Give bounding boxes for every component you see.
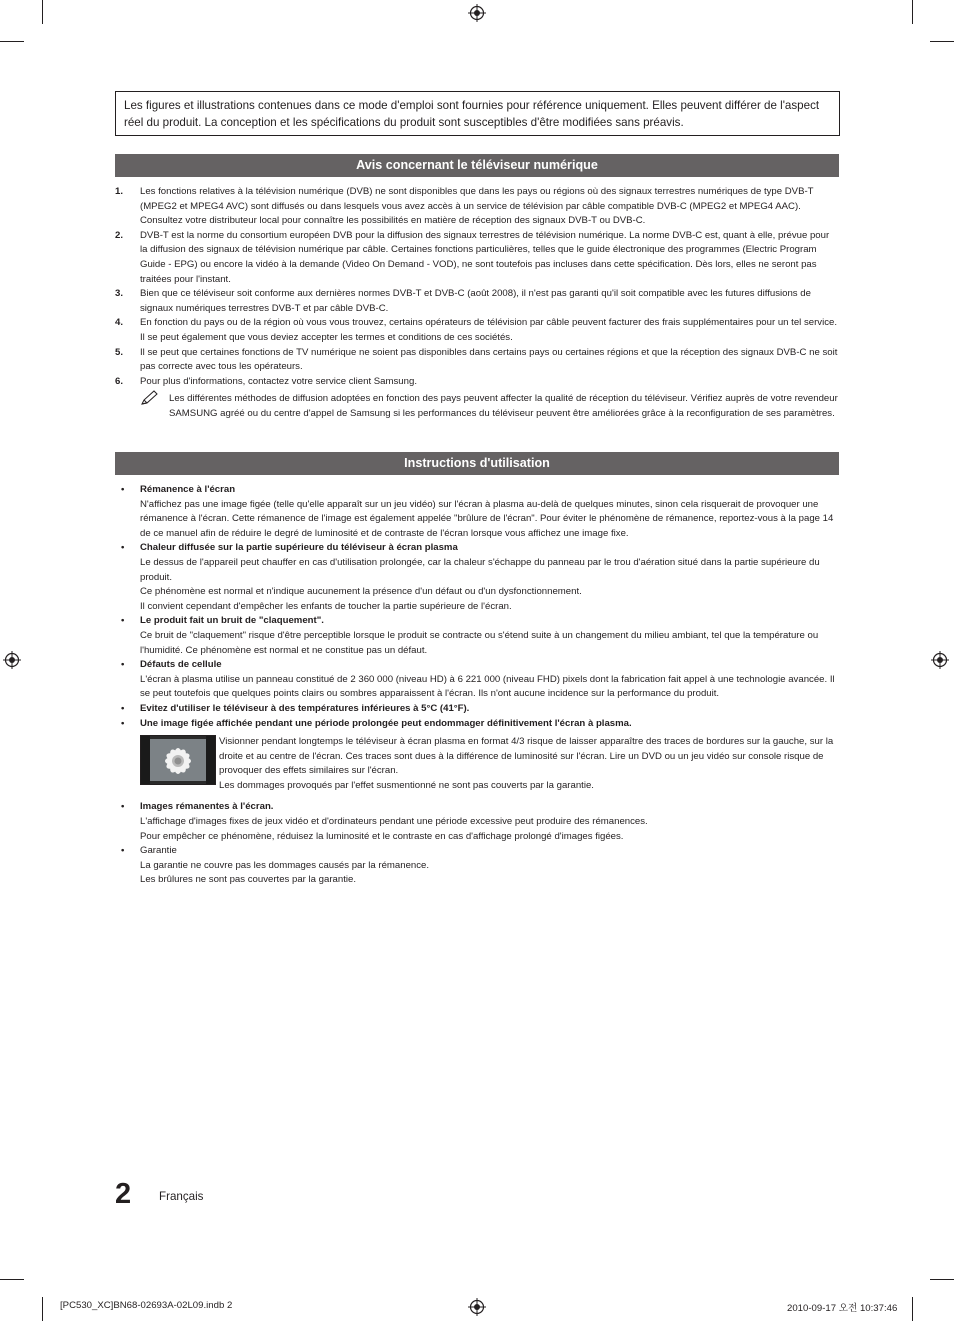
list-item xyxy=(115,658,839,702)
print-slug-file: [PC530_XC]BN68-02693A-02L09.indb 2 xyxy=(60,1300,233,1311)
item-text: La garantie ne couvre pas les dommages causés par la rémanence. xyxy=(140,859,430,871)
item-text: Pour empêcher ce phénomène, réduisez la luminosité et le contraste en cas d'affichage prolongé d'images figées. xyxy=(140,830,624,842)
list-item xyxy=(115,346,839,375)
item-text: Il convient cependant d'empêcher les enfants de toucher la partie supérieure de l'écran. xyxy=(140,600,512,612)
list-item xyxy=(115,316,839,345)
crop-mark xyxy=(0,1279,24,1280)
usage-instructions-list xyxy=(115,483,839,888)
item-text: L'écran à plasma utilise un panneau constitué de 2 360 000 (niveau HD) à 6 221 000 (niveau FHD) pixels dont la fabrication fait appel à une technologie avancée. Il se peut toutefois que quelques points clairs ou sombres apparaissent à l'écran. Ils n'ont aucune incidence sur la performance du produit. xyxy=(140,673,835,700)
item-text: L'affichage d'images fixes de jeux vidéo et d'ordinateurs pendant une période excessive peut produire des rémanences. xyxy=(140,816,648,828)
section-heading-digital-tv: Avis concernant le téléviseur numérique xyxy=(115,154,839,177)
page-language: Français xyxy=(159,1190,204,1203)
bullet: • xyxy=(121,801,125,813)
note-text: Les différentes méthodes de diffusion adoptées en fonction des pays peuvent affecter la qualité de réception du téléviseur. Vérifiez auprès de votre revendeur SAMSUNG agréé ou du centre d'appel de Samsung si les performances du téléviseur peuvent être améliorées grâce à la reconfiguration de ses paramètres. xyxy=(169,393,838,419)
item-number: 2. xyxy=(115,229,124,241)
list-item xyxy=(115,229,839,287)
item-title: Une image figée affichée pendant une période prolongée peut endommager définitivement l'écran à plasma. xyxy=(140,717,632,729)
crop-mark xyxy=(930,1279,954,1280)
item-title: Le produit fait un bruit de "claquement". xyxy=(140,615,324,627)
crop-mark xyxy=(42,0,43,24)
item-number: 6. xyxy=(115,375,124,387)
item-number: 3. xyxy=(115,288,124,300)
crop-mark xyxy=(912,0,913,24)
print-slug-timestamp: 2010-09-17 오전 10:37:46 xyxy=(787,1303,898,1314)
bullet: • xyxy=(121,484,125,495)
item-title: Images rémanentes à l'écran. xyxy=(140,801,274,813)
list-item xyxy=(115,541,839,614)
crop-mark xyxy=(912,1297,913,1321)
item-number: 1. xyxy=(115,186,124,197)
item-title: Chaleur diffusée sur la partie supérieure du téléviseur à écran plasma xyxy=(140,542,458,554)
item-text: Bien que ce téléviseur soit conforme aux dernières normes DVB-T et DVB-C (août 2008), il n'est pas garanti qu'il soit compatible avec les futures diffusions de signaux numériques terrestres DVB-T et par câble DVB-C. xyxy=(140,288,811,314)
item-text: Il se peut que certaines fonctions de TV numérique ne soient pas disponibles dans certains pays ou certaines régions et que la réception des signaux DVB-C ne soit pas correcte avec tous les opérateurs. xyxy=(140,346,838,373)
page-number: 2 xyxy=(115,1178,132,1210)
item-title: Evitez d'utiliser le téléviseur à des températures inférieures à 5°C (41°F). xyxy=(140,702,470,714)
registration-mark-icon xyxy=(468,4,486,22)
item-text: Les brûlures ne sont pas couvertes par la garantie. xyxy=(140,874,356,886)
flower-image-icon xyxy=(141,736,215,784)
item-text: Le dessus de l'appareil peut chauffer en cas d'utilisation prolongée, car la chaleur s'échappe du panneau par le trou d'aération situé dans la partie supérieure du produit. xyxy=(140,556,820,583)
registration-mark-icon xyxy=(3,651,21,669)
list-item xyxy=(115,614,839,658)
item-text: En fonction du pays ou de la région où vous vous trouvez, certains opérateurs de télévision par câble peuvent facturer des frais supplémentaires pour un tel service. Il se peut également que vous deviez accepter les termes et conditions de ces sociétés. xyxy=(140,317,838,343)
screen-burn-illustration-block xyxy=(115,735,839,793)
bullet: • xyxy=(121,717,125,729)
item-text: Les fonctions relatives à la télévision numérique (DVB) ne sont disponibles que dans les pays ou régions où des signaux terrestres numériques de type DVB-T (MPEG2 et MPEG4 AVC) sont diffusés ou dans lesquels vous avez accès à un service de télévision par câble compatible DVB-C (MPEG2 et MPEG4 AAC). Consultez votre distributeur local pour connaître les possibilités en matière de réception des signaux DVB-T ou DVB-C. xyxy=(140,186,814,227)
crop-mark xyxy=(42,1297,43,1321)
list-item xyxy=(115,287,839,316)
list-item xyxy=(115,483,839,541)
list-item xyxy=(115,702,839,717)
item-title: Défauts de cellule xyxy=(140,659,222,671)
list-item xyxy=(115,800,839,844)
item-number: 4. xyxy=(115,317,124,329)
item-title: Rémanence à l'écran xyxy=(140,484,236,495)
item-title: Garantie xyxy=(140,845,177,857)
list-item xyxy=(115,375,839,390)
bullet: • xyxy=(121,659,125,671)
item-text: Les dommages provoqués par l'effet susmentionné ne sont pas couverts par la garantie. xyxy=(219,779,594,791)
note xyxy=(115,392,839,421)
item-text: Pour plus d'informations, contactez votre service client Samsung. xyxy=(140,375,417,387)
bullet: • xyxy=(121,845,125,857)
list-item xyxy=(115,185,839,229)
section-heading-usage-instructions: Instructions d'utilisation xyxy=(115,452,839,475)
disclaimer-box: Les figures et illustrations contenues dans ce mode d'emploi sont fournies pour référence uniquement. Elles peuvent différer de l'aspect réel du produit. La conception et les spécifications du produit sont susceptibles d'être modifiées sans préavis. xyxy=(115,91,840,136)
list-item xyxy=(115,844,839,888)
registration-mark-icon xyxy=(931,651,949,669)
item-number: 5. xyxy=(115,346,124,358)
crop-mark xyxy=(930,41,954,42)
bullet: • xyxy=(121,542,125,554)
pencil-note-icon xyxy=(140,390,160,406)
crop-mark xyxy=(0,41,24,42)
item-text: N'affichez pas une image figée (telle qu'elle apparaît sur un jeu vidéo) sur l'écran à plasma au-delà de quelques minutes, sinon cela risquerait de provoquer une rémanence à l'écran. Cette rémanence de l'image est également appelée "brûlure de l'écran". Pour éviter le phénomène de rémanence, reportez-vous à la page 14 de ce manuel afin de réduire le degré de luminosité et de contraste de l'écran lorsque vous affichez une image fixe. xyxy=(140,498,834,539)
flower-tv-thumbnail xyxy=(140,735,216,785)
item-text: Visionner pendant longtemps le téléviseur à écran plasma en format 4/3 risque de laisser apparaître des traces de bordures sur la gauche, sur la droite et au centre de l'écran. Ces traces sont dues à la différence de luminosité sur l'écran. Lire un DVD ou un jeu vidéo sur console risque de provoquer des effets similaires sur l'écran. xyxy=(219,736,834,777)
digital-tv-notice-list xyxy=(115,185,839,422)
item-text: DVB-T est la norme du consortium européen DVB pour la diffusion des signaux terrestres de télévision numérique. La norme DVB-C est, quant à elle, prévue pour la diffusion des signaux de télévision numérique par câble. Certaines fonctions particulières, telles que le guide électronique des programmes (Electric Program Guide - EPG) ou encore la vidéo à la demande (Video On Demand - VOD), ne sont toutefois pas incluses dans cette spécification. Dès lors, elles ne seront pas traitées pour l'instant. xyxy=(140,229,830,285)
bullet: • xyxy=(121,615,125,627)
bullet: • xyxy=(121,702,125,714)
registration-mark-icon xyxy=(468,1298,486,1316)
list-item xyxy=(115,717,839,732)
item-text: Ce bruit de "claquement" risque d'être perceptible lorsque le produit se contracte ou s'étend suite à un changement du milieu ambiant, tel que la température ou l'humidité. Ce phénomène est normal et ne constitue pas un défaut. xyxy=(140,629,819,656)
item-text: Ce phénomène est normal et n'indique aucunement la présence d'un défaut ou d'un dysfonctionnement. xyxy=(140,586,582,598)
